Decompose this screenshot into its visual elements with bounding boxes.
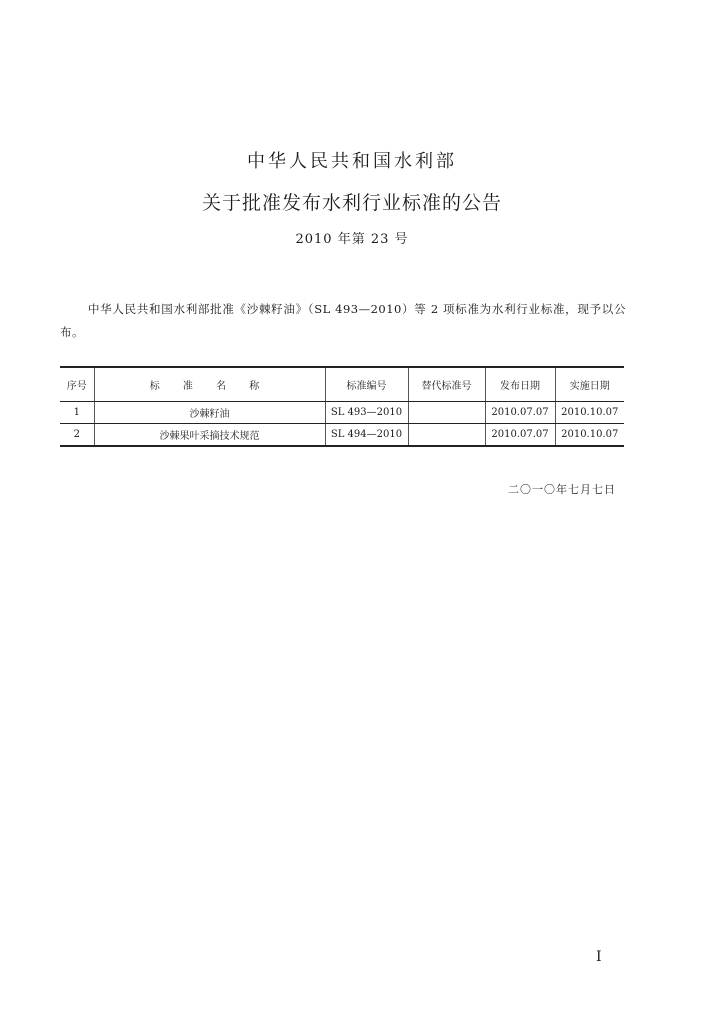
column-header: 实施日期 [555,367,624,402]
table-cell: SL 493—2010 [325,402,408,424]
column-header: 序号 [60,367,94,402]
announcement-body: 中华人民共和国水利部批准《沙棘籽油》（SL 493—2010）等 2 项标准为水利行业标准，现予以公布。 [60,301,626,339]
column-header: 发布日期 [485,367,555,402]
table-cell: 2010.07.07 [485,402,555,424]
table-cell: 沙棘果叶采摘技术规范 [94,424,325,447]
table-row [60,424,624,447]
table-row [60,402,624,424]
page-number: I [596,949,602,965]
table-cell: 2010.10.07 [555,424,624,447]
table-cell [408,402,485,424]
issue-date: 二〇一〇年七月七日 [508,483,616,496]
table-cell: 2010.07.07 [485,424,555,447]
column-header: 标 准 名 称 [94,367,325,402]
announcement-title: 关于批准发布水利行业标准的公告 [201,192,502,214]
announcement-number: 2010 年第 23 号 [295,232,409,247]
table-header-row [60,367,624,402]
table-cell: 2 [60,424,94,447]
table-cell: 沙棘籽油 [94,402,325,424]
column-header: 标准编号 [325,367,408,402]
standards-table [60,366,624,447]
table-cell: SL 494—2010 [325,424,408,447]
table-cell [408,424,485,447]
table-cell: 2010.10.07 [555,402,624,424]
column-header: 替代标准号 [408,367,485,402]
table-cell: 1 [60,402,94,424]
issuer-heading: 中华人民共和国水利部 [247,151,457,172]
